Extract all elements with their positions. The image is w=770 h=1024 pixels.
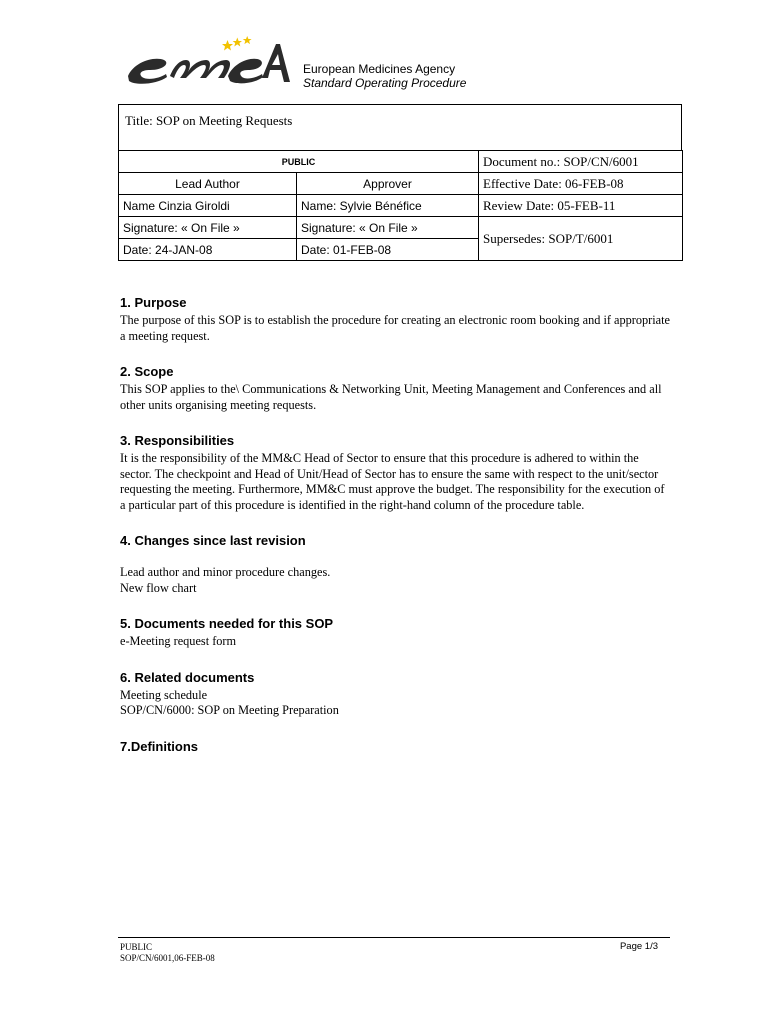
footer-reference: SOP/CN/6001,06-FEB-08 [120,953,215,963]
approver-heading: Approver [297,173,479,195]
section-text: It is the responsibility of the MM&C Head of Sector to ensure that this procedure is adhered to within the sector. The checkpoint and Head of Unit/Head of Sector has to ensure the same with respect to the unit/sector requesting the meeting. Furthermore, MM&C must approve the budget. The responsibility for the execution of a particular part of this procedure is identified in the right-hand column of the procedure table. [120,451,665,512]
footer-divider [118,937,670,938]
section-heading: 6. Related documents [120,669,255,685]
effective-date: Effective Date: 06-FEB-08 [479,173,683,195]
supersedes: Supersedes: SOP/T/6001 [479,217,683,261]
section-line: Meeting schedule [120,687,208,702]
approver-signature: Signature: « On File » [297,217,479,239]
section-line: New flow chart [120,580,197,595]
emea-logo [120,32,292,90]
page-number: Page 1/3 [619,941,658,952]
classification-cell: PUBLIC [119,151,479,173]
section-heading: 2. Scope [120,364,174,379]
lead-author-name: Name Cinzia Giroldi [119,195,297,217]
section-heading: 3. Responsibilities [120,433,235,448]
document-title: Title: SOP on Meeting Requests [125,113,293,128]
section-documents-needed [120,616,672,650]
document-type: Standard Operating Procedure [303,76,467,90]
review-date: Review Date: 05-FEB-11 [479,195,683,217]
section-heading: 5. Documents needed for this SOP [120,616,334,631]
approver-name: Name: Sylvie Bénéfice [297,195,479,217]
section-related-documents [120,670,672,719]
agency-heading [303,62,466,90]
footer-left [120,942,215,964]
section-definitions [120,739,672,755]
section-text: This SOP applies to the\ Communications & Networking Unit, Meeting Management and Conferences and all other units organising meeting requests. [120,382,662,412]
document-number: Document no.: SOP/CN/6001 [479,151,683,173]
lead-author-heading: Lead Author [119,173,297,195]
lead-author-date: Date: 24-JAN-08 [119,239,297,261]
agency-name: European Medicines Agency [303,62,456,76]
title-box [118,104,682,151]
footer-classification: PUBLIC [120,942,153,952]
lead-author-signature: Signature: « On File » [119,217,297,239]
section-heading: 1. Purpose [120,295,187,310]
section-line: SOP/CN/6000: SOP on Meeting Preparation [120,703,339,717]
section-heading: 7.Definitions [120,738,199,754]
approver-date: Date: 01-FEB-08 [297,239,479,261]
section-responsibilities [120,433,672,513]
document-info-table [118,150,683,261]
section-text: e-Meeting request form [120,634,237,648]
section-purpose [120,295,672,344]
document-body [120,295,672,775]
section-scope [120,364,672,413]
section-text: The purpose of this SOP is to establish the procedure for creating an electronic room booking and if appropriate a meeting request. [120,313,671,343]
section-line: Lead author and minor procedure changes. [120,565,331,579]
section-changes [120,533,672,596]
section-heading: 4. Changes since last revision [120,533,306,548]
